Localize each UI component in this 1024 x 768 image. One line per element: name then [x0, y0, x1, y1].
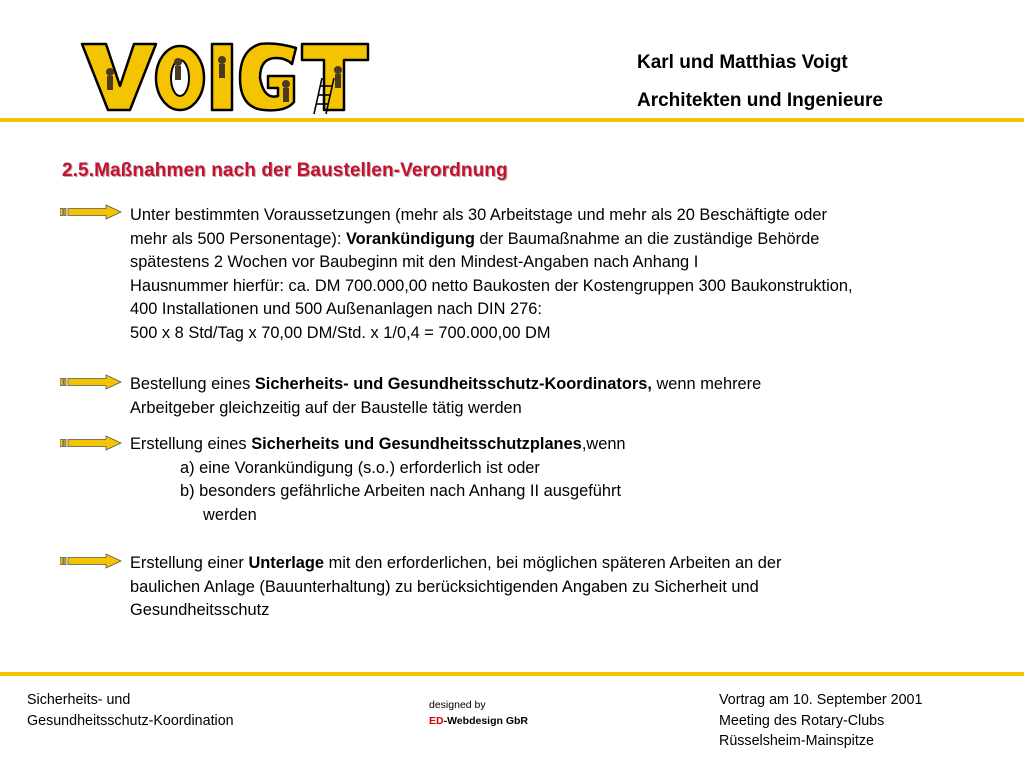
footer-right	[719, 690, 922, 752]
bullet-3-text	[130, 433, 626, 527]
bullet-4-line-1: Erstellung einer Unterlage mit den erforderlichen, bei möglichen späteren Arbeiten an der	[130, 554, 782, 572]
bullet-4-line-3: Gesundheitsschutz	[130, 601, 270, 620]
bullet-1-line-2: mehr als 500 Personentage): Vorankündigung der Baumaßnahme an die zuständige Behörde	[130, 229, 820, 248]
bullet-1-line-3: spätestens 2 Wochen vor Baubeginn mit den Mindest-Angaben nach Anhang I	[130, 253, 699, 272]
bullet-1-line-4: Hausnummer hierfür: ca. DM 700.000,00 netto Baukosten der Kostengruppen 300 Baukonstruktion,	[130, 276, 853, 295]
ed-mark: ED	[429, 715, 444, 727]
bullet-2-line-1: Bestellung eines Sicherheits- und Gesundheitsschutz-Koordinators, wenn mehrere	[130, 375, 762, 393]
section-title: 2.5.Maßnahmen nach der Baustellen-Verordnung	[62, 160, 508, 181]
arrow-icon	[60, 374, 122, 390]
arrow-icon	[60, 435, 122, 451]
webdesign-label: -Webdesign GbR	[443, 715, 528, 727]
firm-name	[637, 44, 883, 120]
emphasis-unterlage: Unterlage	[248, 554, 325, 572]
footer-right-line1: Vortrag am 10. September 2001	[719, 692, 923, 708]
firm-name-line2: Architekten und Ingenieure	[637, 90, 883, 111]
bullet-1-line-6: 500 x 8 Std/Tag x 70,00 DM/Std. x 1/0,4 = 700.000,00 DM	[130, 323, 551, 342]
arrow-icon	[60, 204, 122, 220]
footer-left	[27, 690, 234, 731]
bullet-3-line-3: b) besonders gefährliche Arbeiten nach Anhang II ausgeführt	[180, 482, 622, 501]
designed-by-label: designed by	[429, 699, 486, 711]
arrow-icon	[60, 553, 122, 569]
footer-left-line1: Sicherheits- und	[27, 692, 131, 708]
bullet-4-text	[130, 552, 781, 623]
bullet-4-line-2: baulichen Anlage (Bauunterhaltung) zu berücksichtigenden Angaben zu Sicherheit und	[130, 577, 759, 596]
bullet-3-line-2: a) eine Vorankündigung (s.o.) erforderlich ist oder	[180, 458, 540, 477]
bullet-1-line-1: Unter bestimmten Voraussetzungen (mehr als 30 Arbeitstage und mehr als 20 Beschäftigte oder	[130, 206, 827, 224]
footer-rule	[0, 672, 1024, 676]
bullet-2-line-2: Arbeitgeber gleichzeitig auf der Baustelle tätig werden	[130, 398, 522, 417]
footer-right-line2: Meeting des Rotary-Clubs	[719, 712, 885, 729]
bullet-3-line-4: werden	[203, 505, 257, 524]
bullet-2-text	[130, 373, 761, 420]
bullet-1-text	[130, 204, 853, 346]
designer-name	[429, 713, 528, 729]
footer-right-line3: Rüsselsheim-Mainspitze	[719, 733, 874, 749]
emphasis-schutzplan: Sicherheits und Gesundheitsschutzplanes	[251, 435, 582, 453]
emphasis-koordinator: Sicherheits- und Gesundheitsschutz-Koordinators,	[254, 375, 652, 393]
firm-name-line1: Karl und Matthias Voigt	[637, 52, 848, 73]
bullet-1-line-5: 400 Installationen und 500 Außenanlagen nach DIN 276:	[130, 300, 542, 319]
emphasis-vorankuendigung: Vorankündigung	[345, 229, 475, 248]
voigt-logo	[80, 38, 370, 121]
footer-left-line2: Gesundheitsschutz-Koordination	[27, 712, 234, 729]
designed-by	[429, 697, 528, 729]
bullet-3-line-1: Erstellung eines Sicherheits und Gesundheitsschutzplanes,wenn	[130, 435, 626, 453]
